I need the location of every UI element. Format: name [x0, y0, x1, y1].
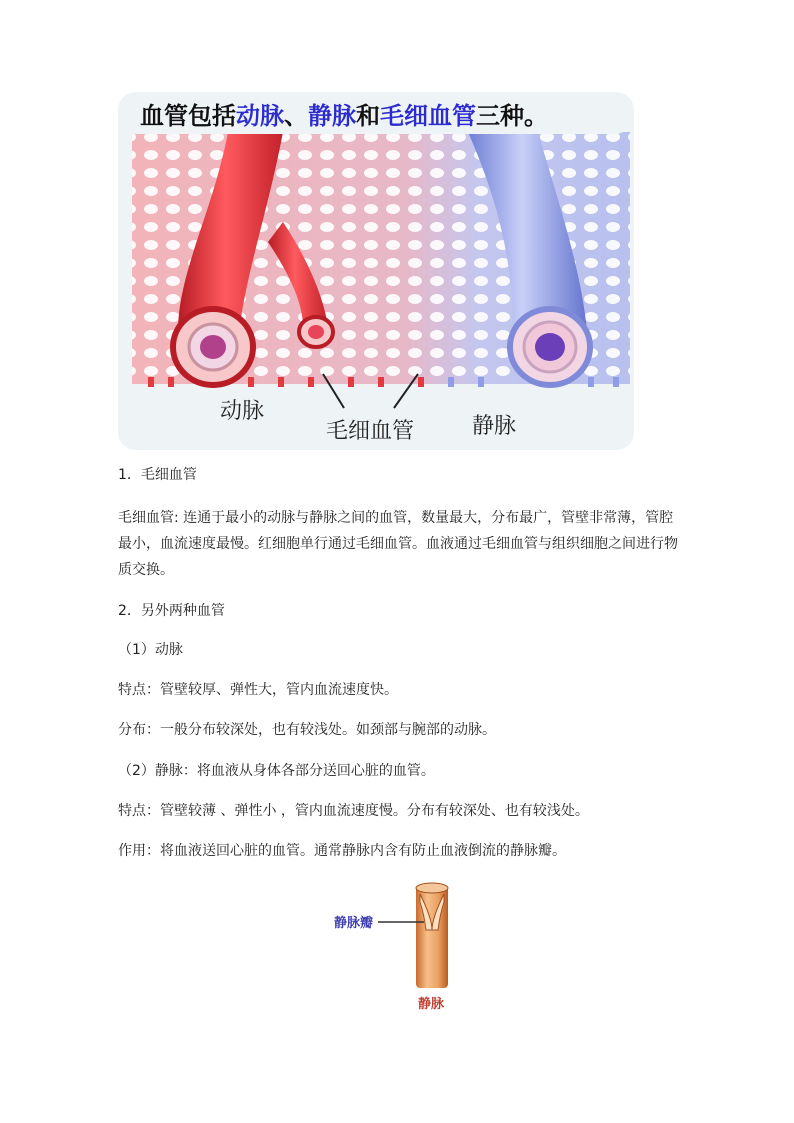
figure-title-part: 静脉: [308, 101, 356, 130]
blood-vessels-illustration: [118, 92, 634, 450]
capillary-description-line-3: 质交换。: [118, 562, 174, 578]
figure-title-part: 毛细血管: [380, 101, 476, 130]
vein-cross-section: [510, 309, 590, 385]
figure-title-part: 、: [284, 101, 308, 130]
vein-label: 静脉: [418, 997, 445, 1012]
figure-title-part: 动脉: [236, 101, 284, 130]
figure-title-part: 血管包括: [140, 101, 236, 130]
label-capillary: 毛细血管: [326, 419, 415, 444]
vein-valve-illustration: [330, 878, 470, 1018]
vein-heading: （2）静脉：将血液从身体各部分送回心脏的血管。: [118, 763, 435, 779]
arteriole-cross-section: [299, 317, 333, 347]
vein-features: 特点：管壁较薄 、弹性小 ，管内血流速度慢。分布有较深处、也有较浅处。: [118, 803, 589, 819]
figure-title-part: 和: [356, 101, 380, 130]
artery-cross-section: [173, 309, 253, 385]
capillary-description-line-2: 最小，血流速度最慢。红细胞单行通过毛细血管。血液通过毛细血管与组织细胞之间进行物: [118, 536, 678, 552]
valve-label: 静脉瓣: [334, 916, 374, 931]
section-1-heading: 1．毛细血管: [118, 467, 197, 483]
figure-title-part: 三种。: [476, 101, 548, 130]
blood-vessels-figure: [118, 92, 634, 450]
capillary-description-line-1: 毛细血管: 连通于最小的动脉与静脉之间的血管，数量最大，分布最广，管壁非常薄，管腔: [118, 510, 674, 526]
vein-valve-figure: [330, 878, 470, 1018]
artery-distribution: 分布：一般分布较深处，也有较浅处。如颈部与腕部的动脉。: [118, 722, 496, 738]
label-artery: 动脉: [220, 399, 265, 424]
label-vein: 静脉: [472, 414, 517, 439]
figure-title: [140, 101, 548, 130]
vein-function: 作用：将血液送回心脏的血管。通常静脉内含有防止血液倒流的静脉瓣。: [118, 843, 566, 859]
section-2-heading: 2．另外两种血管: [118, 603, 225, 619]
artery-features: 特点：管壁较厚、弹性大，管内血流速度快。: [118, 682, 398, 698]
artery-heading: （1）动脉: [118, 642, 183, 658]
